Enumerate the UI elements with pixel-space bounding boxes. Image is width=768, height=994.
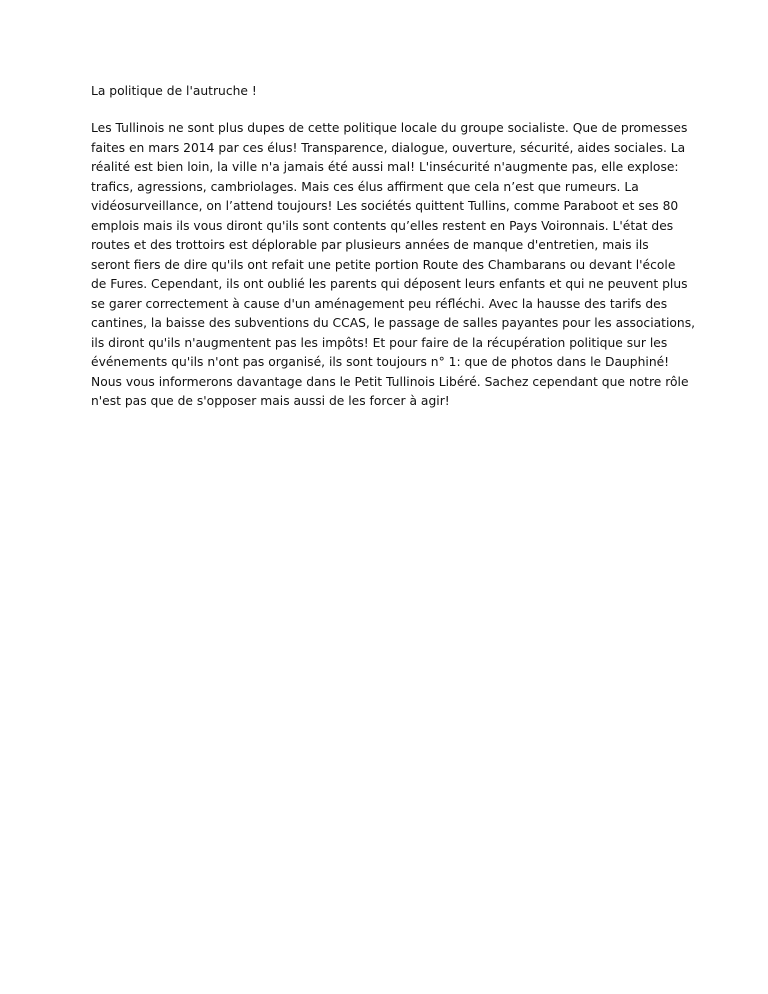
body-line: Les Tullinois ne sont plus dupes de cette politique locale du groupe socialiste. Que de promesses — [91, 121, 688, 135]
body-line: faites en mars 2014 par ces élus! Transparence, dialogue, ouverture, sécurité, aides sociales. La — [91, 140, 686, 155]
body-line: événements qu'ils n'ont pas organisé, ils sont toujours n° 1: que de photos dans le Dauphiné! — [91, 355, 670, 369]
body-line: ils diront qu'ils n'augmentent pas les impôts! Et pour faire de la récupération politique sur les — [91, 335, 668, 350]
body-line: seront fiers de dire qu'ils ont refait une petite portion Route des Chambarans ou devant l'école — [91, 257, 676, 272]
body-line: Nous vous informerons davantage dans le Petit Tullinois Libéré. Sachez cependant que notre rôle — [91, 374, 689, 389]
body-line: de Fures. Cependant, ils ont oublié les parents qui déposent leurs enfants et qui ne peuvent plus — [91, 277, 688, 291]
body-line: trafics, agressions, cambriolages. Mais ces élus affirment que cela n’est que rumeurs. La — [91, 179, 639, 194]
body-line: routes et des trottoirs est déplorable par plusieurs années de manque d'entretien, mais ils — [91, 238, 649, 252]
document-title: La politique de l'autruche ! — [91, 84, 257, 98]
document-body — [91, 119, 696, 412]
body-line: emplois mais ils vous diront qu'ils sont contents qu’elles restent en Pays Voironnais. L'état des — [91, 218, 674, 233]
body-line: cantines, la baisse des subventions du CCAS, le passage de salles payantes pour les associations, — [91, 316, 696, 330]
body-line: réalité est bien loin, la ville n'a jamais été aussi mal! L'insécurité n'augmente pas, elle explose: — [91, 160, 679, 174]
body-line: se garer correctement à cause d'un aménagement peu réfléchi. Avec la hausse des tarifs des — [91, 296, 668, 311]
body-line: n'est pas que de s'opposer mais aussi de les forcer à agir! — [91, 394, 450, 408]
body-line: vidéosurveillance, on l’attend toujours! Les sociétés quittent Tullins, comme Paraboot et ses 80 — [91, 199, 679, 213]
